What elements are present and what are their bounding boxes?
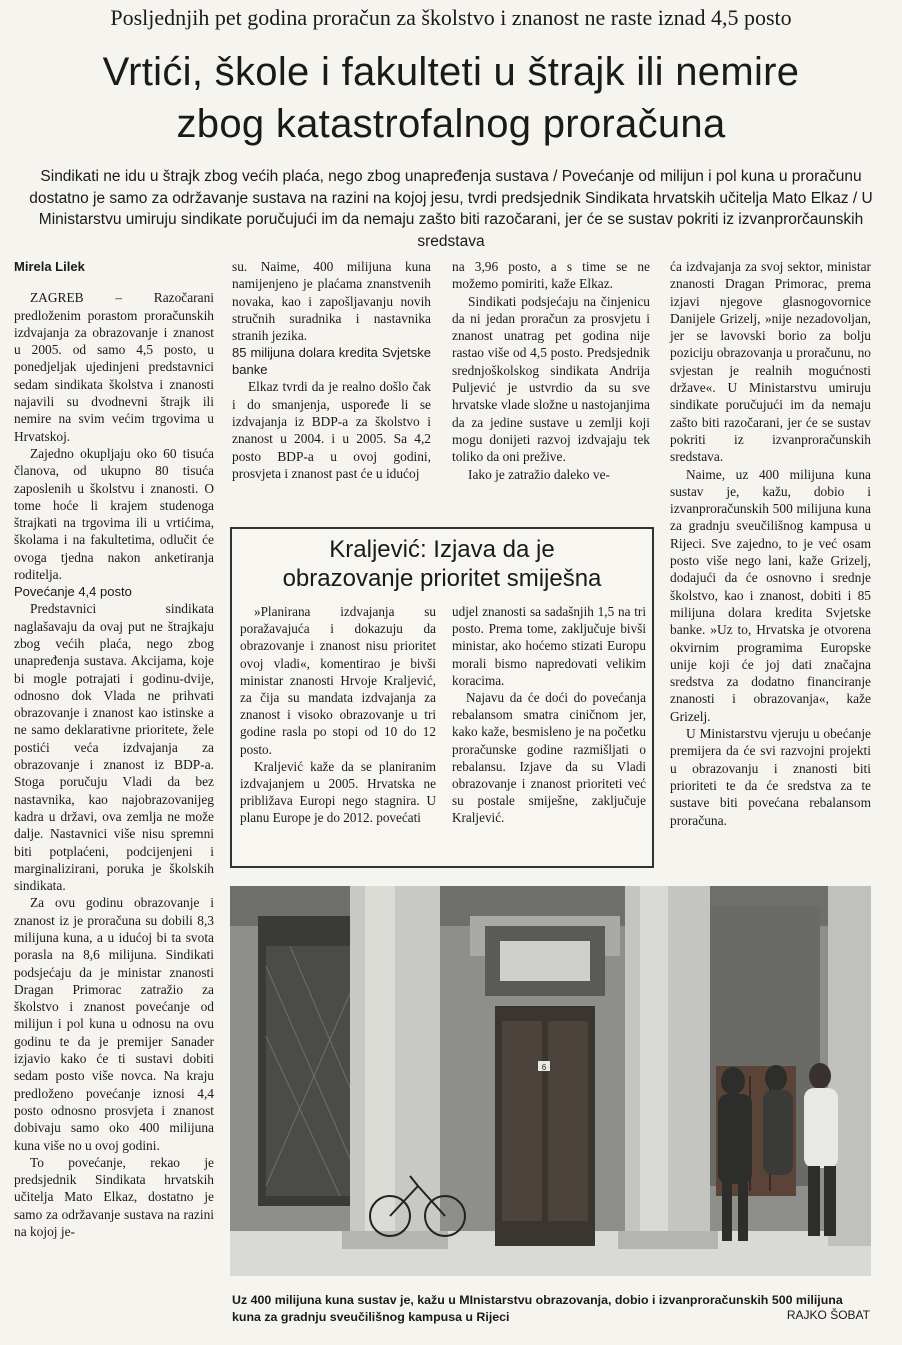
paragraph: ZAGREB – Razočarani predloženim porastom proračunskih izdvajanja za obrazovanje i znanost u 2005. od samo 4,5 posto, u ponedjeljak ujedinjeni predstavnici sedam sindikata školstva i znanosti najavili su dvodnevni štrajk ili nemire na svim većim trgovima u Hrvatskoj.: [14, 290, 214, 444]
building-photo: [230, 886, 871, 1276]
photo-caption: Uz 400 milijuna kuna sustav je, kažu u MInistarstvu obrazovanja, dobio i izvanproračunskih 500 milijuna kuna za gradnju sveučilišnog kampusa u Rijeci: [232, 1293, 843, 1324]
box-column-2: [452, 603, 646, 827]
door-sign: 6: [541, 1063, 547, 1072]
column-4: [670, 258, 871, 829]
column-2: [232, 258, 431, 482]
paragraph: U Ministarstvu vjeruju u obećanje premijera da će svi razvojni projekti u obrazovanju i znanosti biti prioriteti te da će sredstva za te sustave biti povećana rebalansom proračuna.: [670, 726, 871, 828]
paragraph: Najavu da će doći do povećanja rebalansom smatra ciničnom jer, kako kaže, besmisleno je na početku proračunske godine razmišljati o rebalansu. Izjave da su Vladi obrazovanje i znanost prioriteti već su postale smiješne, zaključuje Kraljević.: [452, 690, 646, 826]
paragraph: udjel znanosti sa sadašnjih 1,5 na tri posto. Prema tome, zaključuje bivši ministar, ako hoćemo stizati Europu morali bismo napredovati velikim koracima.: [452, 604, 646, 688]
paragraph: Naime, uz 400 milijuna kuna sustav je, kažu, dobio i izvanproračunskih 500 milijuna kuna za gradnju sveučilišnog kampusa u Rijeci. Sve zajedno, to je već osam posto više nego lani, kaže Grizelj, dodajući da će osnovno i srednje školstvo, kao i znanost, dobiti i 85 milijuna dolara kredita Svjetske banke. »Uz to, Hrvatska je otvorena okvirnim programima Europske unije koji će joj dati značajna sredstva za dodatno financiranje znanosti i obrazovanja«, kaže Grizelj.: [670, 466, 871, 724]
paragraph: Predstavnici sindikata naglašavaju da ovaj put ne štrajkaju zbog većih plaća, nego zbog unapređenja sustava. Akcijama, koje bi mogle potrajati i godinu-dvije, odnosno dok Vlada ne prihvati obrazovanje i znanost kao istinske a ne samo deklarativne prioritete, žele postići veća izdvajanja za obrazovanje i znanost iz BDP-a. Stoga poručuju Vladi da bez nastavnika, kao najobrazovanijeg kadra u državi, ova zemlja ne može dalje. Nastavnici više nisu spremni biti potplaćeni, podcijenjeni i marginalizirani, poruka je školskih sindikata.: [14, 601, 214, 894]
paragraph: Elkaz tvrdi da je realno došlo čak i do smanjenja, uspoređe li se izdvajanja iz BDP-a za školstvo i znanost u 2004. i u 2005. Sa 4,2 posto BDP-a u ovoj godini, prosvjeta i znanost past će u idućoj: [232, 379, 431, 481]
paragraph: Zajedno okupljaju oko 60 tisuća članova, od ukupno 80 tisuća zaposlenih u školstvu i znanosti. O tome hoće li krajem studenoga štrajkati na trgovima ili u vrtićima, školama i na fakultetima, odlučit će ovoga tjedna nakon anketiranja roditelja.: [14, 445, 214, 583]
paragraph: ća izdvajanja za svoj sektor, ministar znanosti Dragan Primorac, prema izjavi njegove glasnogovornice Danijele Grizelj, »nije nezadovoljan, jer se lavovski borio za bolju poziciju obrazovanja u proračunu, no svjestan je realnih mogućnosti države«. U Ministarstvu umiruju sindikate poručujući im da nemaju zašto biti razočarani, jer će se sustav pokriti iz izvanproračunskih sredstava.: [670, 259, 871, 465]
paragraph: »Planirana izdvajanja su poražavajuća i dokazuju da obrazovanje i znanost nisu prioritet ovoj vladi«, komentirao je bivši ministar znanosti Hrvoje Kraljević, za čija su mandata izdvajanja za znanost i visoko obrazovanje u tri godine rasla po stopi od 10 do 12 posto.: [240, 604, 436, 757]
paragraph: Iako je zatražio daleko ve-: [468, 466, 611, 482]
box-column-1: [240, 603, 436, 827]
paragraph: na 3,96 posto, a s time se ne možemo pomiriti, kaže Elkaz.: [452, 259, 650, 292]
headline-line-1: Vrtići, škole i fakulteti u štrajk ili nemire: [102, 50, 800, 94]
deck: Sindikati ne idu u štrajk zbog većih plaća, nego zbog unapređenja sustava / Povećanje od milijun i pol kuna u proračunu dostatno je samo za održavanje sustava na razini na kojoj jesu, tvrdi predsjednik Sindikata hrvatskih učitelja Mato Elkaz / U Ministarstvu umiruju sindikate poručujući im da nemaju zašto biti razočarani, jer će se sustav pokriti iz izvanprorčaunskih sredstava: [29, 168, 873, 250]
column-3: [452, 258, 650, 483]
paragraph: Sindikati podsjećaju na činjenicu da ni jedan proračun za prosvjetu i znanost unatrag pet godina nije rastao više od 4,5 posto. Predsjednik srednjoškolskog sindikata Andrija Puljević je ustvrdio da su sve hrvatske vlade složne u nastojanjima da za jedine sustave u zemlji koji mogu donijeti razvoj izdvajaju tek toliko da oni prežive.: [452, 293, 650, 465]
photo-credit: RAJKO ŠOBAT: [786, 1308, 870, 1322]
photo-illustration: [230, 886, 871, 1276]
byline: Mirela Lilek: [14, 259, 85, 274]
paragraph: To povećanje, rekao je predsjednik Sindikata hrvatskih učitelja Mato Elkaz, dostatno je samo za održavanje sustava na razini na kojoj je-: [14, 1154, 214, 1240]
box-title-line-2: obrazovanje prioritet smiješna: [282, 565, 602, 592]
paragraph: su. Naime, 400 milijuna kuna namijenjeno je plaćama znanstvenih novaka, kao i zapošljavanju novih stručnih suradnika i nastavnika stranih jezika.: [232, 259, 431, 344]
subhead: Povećanje 4,4 posto: [14, 584, 132, 600]
headline-line-2: zbog katastrofalnog proračuna: [176, 102, 726, 146]
paragraph: Za ovu godinu obrazovanje i znanost iz je proračuna su dobili 8,3 milijuna kuna, a u idućoj bi ta svota porasla na 8,6 milijuna. Sindikati podsjećaju da je ministar znanosti Dragan Primorac zatražio za školstvo i znanost povećanje od milijun i pol kuna u odnosu na ovu godinu te da je premijer Sanader izjavio kako će ti sustavi dobiti sedam posto više novca. Na kraju predloženo povećanje iznosi 4,4 posto odnosno prosvjeta i znanost dobivaju samo oko 400 milijuna kuna više no u ovoj godini.: [14, 895, 214, 1153]
column-1: [14, 258, 214, 1240]
kicker: Posljednjih pet godina proračun za školstvo i znanost ne raste iznad 4,5 posto: [110, 5, 792, 30]
sidebar-box: [230, 527, 654, 868]
subhead: 85 milijuna dolara kredita Svjetske banke: [232, 345, 431, 378]
box-title: [232, 535, 652, 593]
box-title-line-1: Kraljević: Izjava da je: [329, 536, 555, 563]
paragraph: Kraljević kaže da se planiranim izdvajanjem u 2005. Hrvatska ne približava Europi nego stagnira. U planu Europe je do 2012. povećati: [240, 758, 436, 826]
headline: [10, 46, 892, 150]
